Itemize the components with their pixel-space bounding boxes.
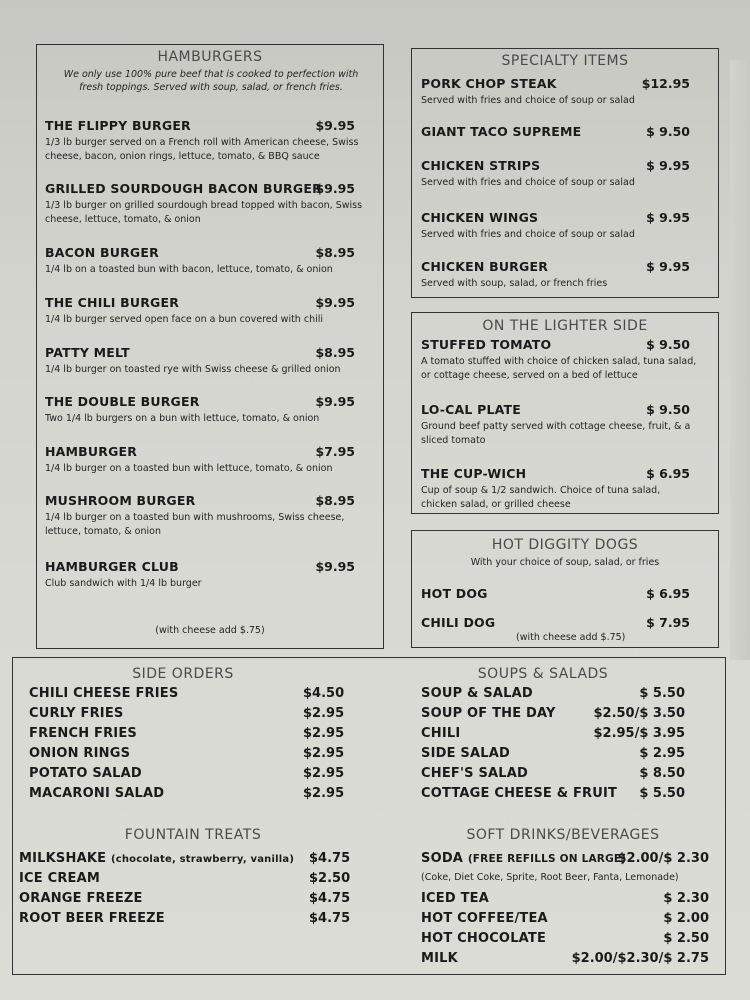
menu-item-name: HOT COFFEE/TEA xyxy=(421,911,548,926)
soda-name: SODA xyxy=(421,851,464,866)
soda-flavors: (Coke, Diet Coke, Sprite, Root Beer, Fanta, Lemonade) xyxy=(421,872,679,883)
menu-item-name: CHICKEN BURGER xyxy=(421,259,549,274)
menu-item-name: POTATO SALAD xyxy=(29,766,142,781)
menu-item-desc: Ground beef patty served with cottage cheese, fruit, & a sliced tomato xyxy=(421,421,691,446)
menu-item-name: PATTY MELT xyxy=(45,345,130,360)
dogs-section xyxy=(411,530,719,648)
menu-item-desc: 1/4 lb on a toasted bun with bacon, lettuce, tomato, & onion xyxy=(45,264,333,275)
milkshake-flavors: (chocolate, strawberry, vanilla) xyxy=(110,854,295,865)
menu-item-name: SIDE SALAD xyxy=(421,746,510,761)
menu-item-desc: 1/3 lb burger served on a French roll with American cheese, Swiss cheese, bacon, onion rings, lettuce, tomato, & BBQ sauce xyxy=(45,137,359,162)
menu-item-name: THE FLIPPY BURGER xyxy=(45,118,191,133)
menu-item-price: $ 6.95 xyxy=(646,466,690,481)
menu-item-name: THE CHILI BURGER xyxy=(45,295,180,310)
menu-item-price: $ 9.95 xyxy=(646,158,690,173)
menu-item-price: $2.50 xyxy=(309,871,351,886)
fountain-title: FOUNTAIN TREATS xyxy=(124,827,262,843)
menu-item-price: $ 2.95 xyxy=(639,746,685,761)
menu-item-price: $ 7.95 xyxy=(646,615,690,630)
menu-item-name xyxy=(421,851,626,866)
menu-item-name: COTTAGE CHEESE & FRUIT xyxy=(421,786,618,801)
menu-item-name: FRENCH FRIES xyxy=(29,726,137,741)
menu-item-name: GIANT TACO SUPREME xyxy=(421,124,582,139)
menu-item-price: $ 6.95 xyxy=(646,586,690,601)
hamburgers-footer: (with cheese add $.75) xyxy=(155,625,265,636)
menu-item-name: HAMBURGER xyxy=(45,444,138,459)
menu-item-name: CURLY FRIES xyxy=(29,706,124,721)
menu-item-desc: 1/4 lb burger on toasted rye with Swiss cheese & grilled onion xyxy=(45,364,341,375)
menu-item-price: $2.95 xyxy=(303,706,345,721)
page-edge-shadow xyxy=(730,60,750,660)
menu-item-price: $ 2.50 xyxy=(663,931,709,946)
menu-item-name: MUSHROOM BURGER xyxy=(45,493,196,508)
specialty-title: SPECIALTY ITEMS xyxy=(501,53,629,69)
menu-item-price: $2.95/$ 3.95 xyxy=(593,726,685,741)
menu-item-name: SOUP & SALAD xyxy=(421,686,533,701)
menu-item-price: $ 8.50 xyxy=(639,766,685,781)
menu-item-name: PORK CHOP STEAK xyxy=(421,76,557,91)
menu-item-name: HAMBURGER CLUB xyxy=(45,559,179,574)
menu-item-price: $ 5.50 xyxy=(639,786,685,801)
menu-item-desc: Cup of soup & 1/2 sandwich. Choice of tuna salad, chicken salad, or grilled cheese xyxy=(421,485,661,510)
menu-item-name: SOUP OF THE DAY xyxy=(421,706,556,721)
menu-item-name: HOT DOG xyxy=(421,586,488,601)
menu-item-desc: 1/3 lb burger on grilled sourdough bread topped with bacon, Swiss cheese, lettuce, tomato, & onion xyxy=(45,200,363,225)
menu-item-name: CHEF'S SALAD xyxy=(421,766,529,781)
menu-item-name xyxy=(19,851,294,866)
bottom-section xyxy=(12,657,726,975)
menu-item-name: THE CUP-WICH xyxy=(421,466,527,481)
menu-item-name: HOT CHOCOLATE xyxy=(421,931,547,946)
menu-item-name: CHICKEN WINGS xyxy=(421,210,539,225)
menu-item-desc: 1/4 lb burger served open face on a bun covered with chili xyxy=(45,314,324,325)
hamburgers-section xyxy=(36,44,384,649)
menu-item-price: $9.95 xyxy=(315,559,355,574)
menu-item-price: $ 9.95 xyxy=(646,259,690,274)
hamburgers-intro: We only use 100% pure beef that is cooked to perfection with fresh toppings. Served with soup, salad, or french fries. xyxy=(63,69,359,93)
menu-item-price: $4.75 xyxy=(309,851,351,866)
menu-item-price: $8.95 xyxy=(315,345,355,360)
menu-item-name: CHILI DOG xyxy=(421,615,496,630)
menu-item-price: $9.95 xyxy=(315,394,355,409)
dogs-footer: (with cheese add $.75) xyxy=(516,632,626,643)
menu-item-price: $ 9.95 xyxy=(646,210,690,225)
menu-item-desc: Served with soup, salad, or french fries xyxy=(421,278,608,289)
menu-item-price: $ 9.50 xyxy=(646,337,690,352)
menu-item-price: $7.95 xyxy=(315,444,355,459)
menu-item-name: MILK xyxy=(421,951,458,966)
menu-item-name: MACARONI SALAD xyxy=(29,786,165,801)
menu-item-price: $ 2.00 xyxy=(663,911,709,926)
menu-item-price: $8.95 xyxy=(315,493,355,508)
menu-item-name: ORANGE FREEZE xyxy=(19,891,143,906)
menu-item-price: $2.95 xyxy=(303,726,345,741)
menu-item-name: ROOT BEER FREEZE xyxy=(19,911,165,926)
menu-item-price: $9.95 xyxy=(315,118,355,133)
lighter-title: ON THE LIGHTER SIDE xyxy=(482,318,648,334)
menu-item-price: $12.95 xyxy=(641,76,690,91)
menu-item-price: $2.00/$2.30/$ 2.75 xyxy=(571,951,709,966)
menu-item-name: CHILI CHEESE FRIES xyxy=(29,686,179,701)
lighter-section xyxy=(411,312,719,514)
menu-item-name: LO-CAL PLATE xyxy=(421,402,522,417)
menu-item-price: $ 2.30 xyxy=(663,891,709,906)
menu-item-desc: A tomato stuffed with choice of chicken salad, tuna salad, or cottage cheese, served on a bed of lettuce xyxy=(421,356,697,381)
menu-item-price: $4.75 xyxy=(309,911,351,926)
menu-item-desc: Served with fries and choice of soup or salad xyxy=(421,95,635,106)
dogs-title: HOT DIGGITY DOGS xyxy=(491,537,639,553)
menu-item-price: $4.75 xyxy=(309,891,351,906)
menu-item-price: $9.95 xyxy=(315,295,355,310)
menu-item-desc: 1/4 lb burger on a toasted bun with lettuce, tomato, & onion xyxy=(45,463,333,474)
menu-item-price: $2.95 xyxy=(303,746,345,761)
soups-title: SOUPS & SALADS xyxy=(477,666,609,682)
menu-item-desc: Served with fries and choice of soup or salad xyxy=(421,229,635,240)
menu-item-name: ONION RINGS xyxy=(29,746,131,761)
specialty-section xyxy=(411,48,719,298)
hamburgers-title: HAMBURGERS xyxy=(157,49,263,65)
menu-item-desc: 1/4 lb burger on a toasted bun with mushrooms, Swiss cheese, lettuce, tomato, & onion xyxy=(45,512,345,537)
drinks-title: SOFT DRINKS/BEVERAGES xyxy=(466,827,660,843)
menu-item-name: CHILI xyxy=(421,726,461,741)
menu-item-name: ICED TEA xyxy=(421,891,489,906)
soda-refills: (FREE REFILLS ON LARGE) xyxy=(467,853,627,865)
dogs-intro: With your choice of soup, salad, or fries xyxy=(470,557,660,568)
menu-item-name: ICE CREAM xyxy=(19,871,101,886)
menu-item-price: $2.95 xyxy=(303,766,345,781)
menu-item-price: $2.50/$ 3.50 xyxy=(593,706,685,721)
menu-item-desc: Two 1/4 lb burgers on a bun with lettuce, tomato, & onion xyxy=(45,413,320,424)
menu-item-price: $4.50 xyxy=(303,686,345,701)
milkshake-name: MILKSHAKE xyxy=(19,851,107,866)
menu-item-name: CHICKEN STRIPS xyxy=(421,158,541,173)
menu-item-name: THE DOUBLE BURGER xyxy=(45,394,200,409)
menu-item-desc: Club sandwich with 1/4 lb burger xyxy=(45,578,202,589)
menu-item-desc: Served with fries and choice of soup or salad xyxy=(421,177,635,188)
sides-title: SIDE ORDERS xyxy=(132,666,234,682)
menu-item-price: $2.95 xyxy=(303,786,345,801)
menu-item-price: $2.00/$ 2.30 xyxy=(617,851,709,866)
menu-item-price: $ 9.50 xyxy=(646,124,690,139)
menu-item-price: $9.95 xyxy=(315,181,355,196)
menu-item-price: $ 5.50 xyxy=(639,686,685,701)
menu-item-price: $ 9.50 xyxy=(646,402,690,417)
menu-item-price: $8.95 xyxy=(315,245,355,260)
menu-item-name: GRILLED SOURDOUGH BACON BURGER xyxy=(45,181,322,196)
menu-item-name: BACON BURGER xyxy=(45,245,159,260)
menu-item-name: STUFFED TOMATO xyxy=(421,337,552,352)
